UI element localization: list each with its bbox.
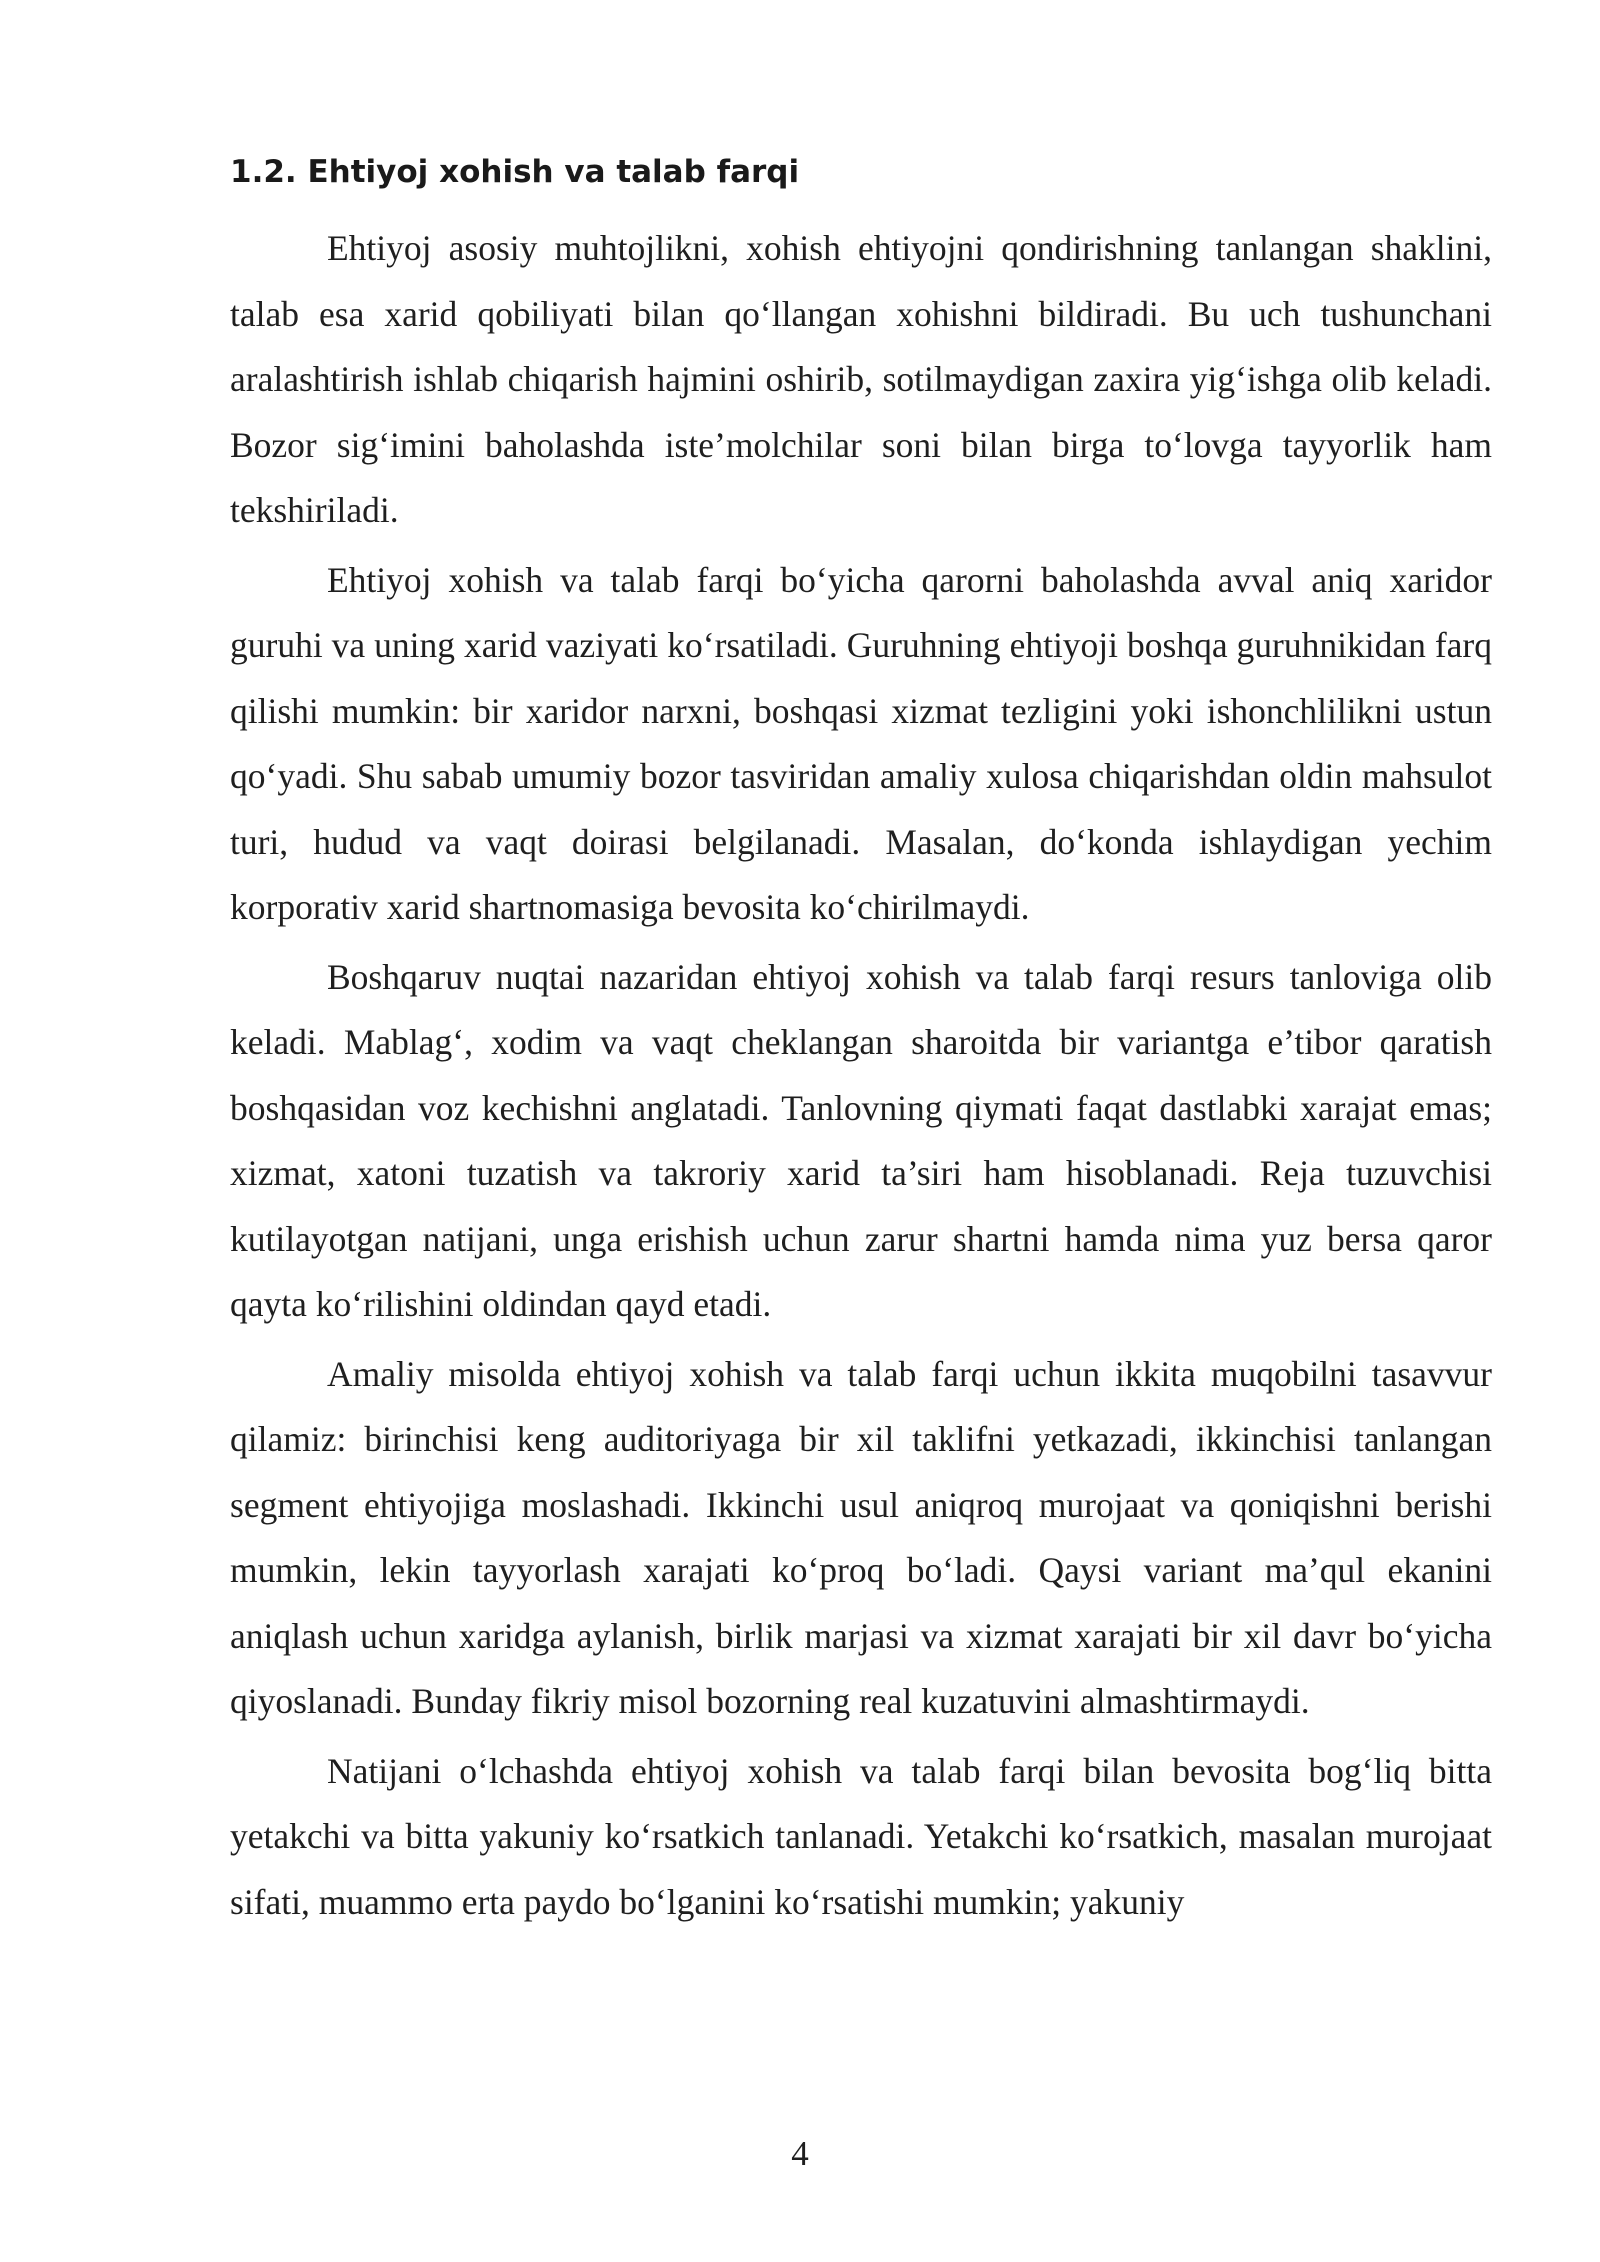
paragraph-1: Ehtiyoj asosiy muhtojlikni, xohish ehtiyojni qondirishning tanlangan shaklini, talab esa xarid qobiliyati bilan qo‘llangan xohishni bildiradi. Bu uch tushunchani aralashtirish ishlab chiqarish hajmini oshirib, sotilmaydigan zaxira yig‘ishga olib keladi. Bozor sig‘imini baholashda iste’molchilar soni bilan birga to‘lovga tayyorlik ham tekshiriladi. bbox=[230, 228, 1492, 530]
paragraph-5: Natijani o‘lchashda ehtiyoj xohish va talab farqi bilan bevosita bog‘liq bitta yetakchi va bitta yakuniy ko‘rsatkich tanlanadi. Yetakchi ko‘rsatkich, masalan murojaat sifati, muammo erta paydo bo‘lganini ko‘rsatishi mumkin; yakuniy bbox=[230, 1750, 1492, 1922]
paragraph-3: Boshqaruv nuqtai nazaridan ehtiyoj xohish va talab farqi resurs tanloviga olib keladi. Mablag‘, xodim va vaqt cheklangan sharoitda bir variantga e’tibor qaratish boshqasidan voz kechishni anglatadi. Tanlovning qiymati faqat dastlabki xarajat emas; xizmat, xatoni tuzatish va takroriy xarid ta’siri ham hisoblanadi. Reja tuzuvchisi kutilayotgan natijani, unga erishish uchun zarur shartni hamda nima yuz bersa qaror qayta ko‘rilishini oldindan qayd etadi. bbox=[230, 956, 1492, 1324]
paragraph-2: Ehtiyoj xohish va talab farqi bo‘yicha qarorni baholashda avval aniq xaridor guruhi va uning xarid vaziyati ko‘rsatiladi. Guruhning ehtiyoji boshqa guruhnikidan farq qilishi mumkin: bir xaridor narxni, boshqasi xizmat tezligini yoki ishonchlilikni ustun qo‘yadi. Shu sabab umumiy bozor tasviridan amaliy xulosa chiqarishdan oldin mahsulot turi, hudud va vaqt doirasi belgilanadi. Masalan, do‘konda ishlaydigan yechim korporativ xarid shartnomasiga bevosita ko‘chirilmaydi. bbox=[230, 559, 1492, 927]
page-number: 4 bbox=[791, 2134, 809, 2173]
page-content bbox=[230, 150, 1492, 1939]
paragraph-4: Amaliy misolda ehtiyoj xohish va talab farqi uchun ikkita muqobilni tasavvur qilamiz: birinchisi keng auditoriyaga bir xil taklifni yetkazadi, ikkinchisi tanlangan segment ehtiyojiga moslashadi. Ikkinchi usul aniqroq murojaat va qoniqishni berishi mumkin, lekin tayyorlash xarajati ko‘proq bo‘ladi. Qaysi variant ma’qul ekanini aniqlash uchun xaridga aylanish, birlik marjasi va xizmat xarajati bir xil davr bo‘yicha qiyoslanadi. Bunday fikriy misol bozorning real kuzatuvini almashtirmaydi. bbox=[230, 1353, 1492, 1721]
section-heading: 1.2. Ehtiyoj xohish va talab farqi bbox=[230, 154, 800, 190]
